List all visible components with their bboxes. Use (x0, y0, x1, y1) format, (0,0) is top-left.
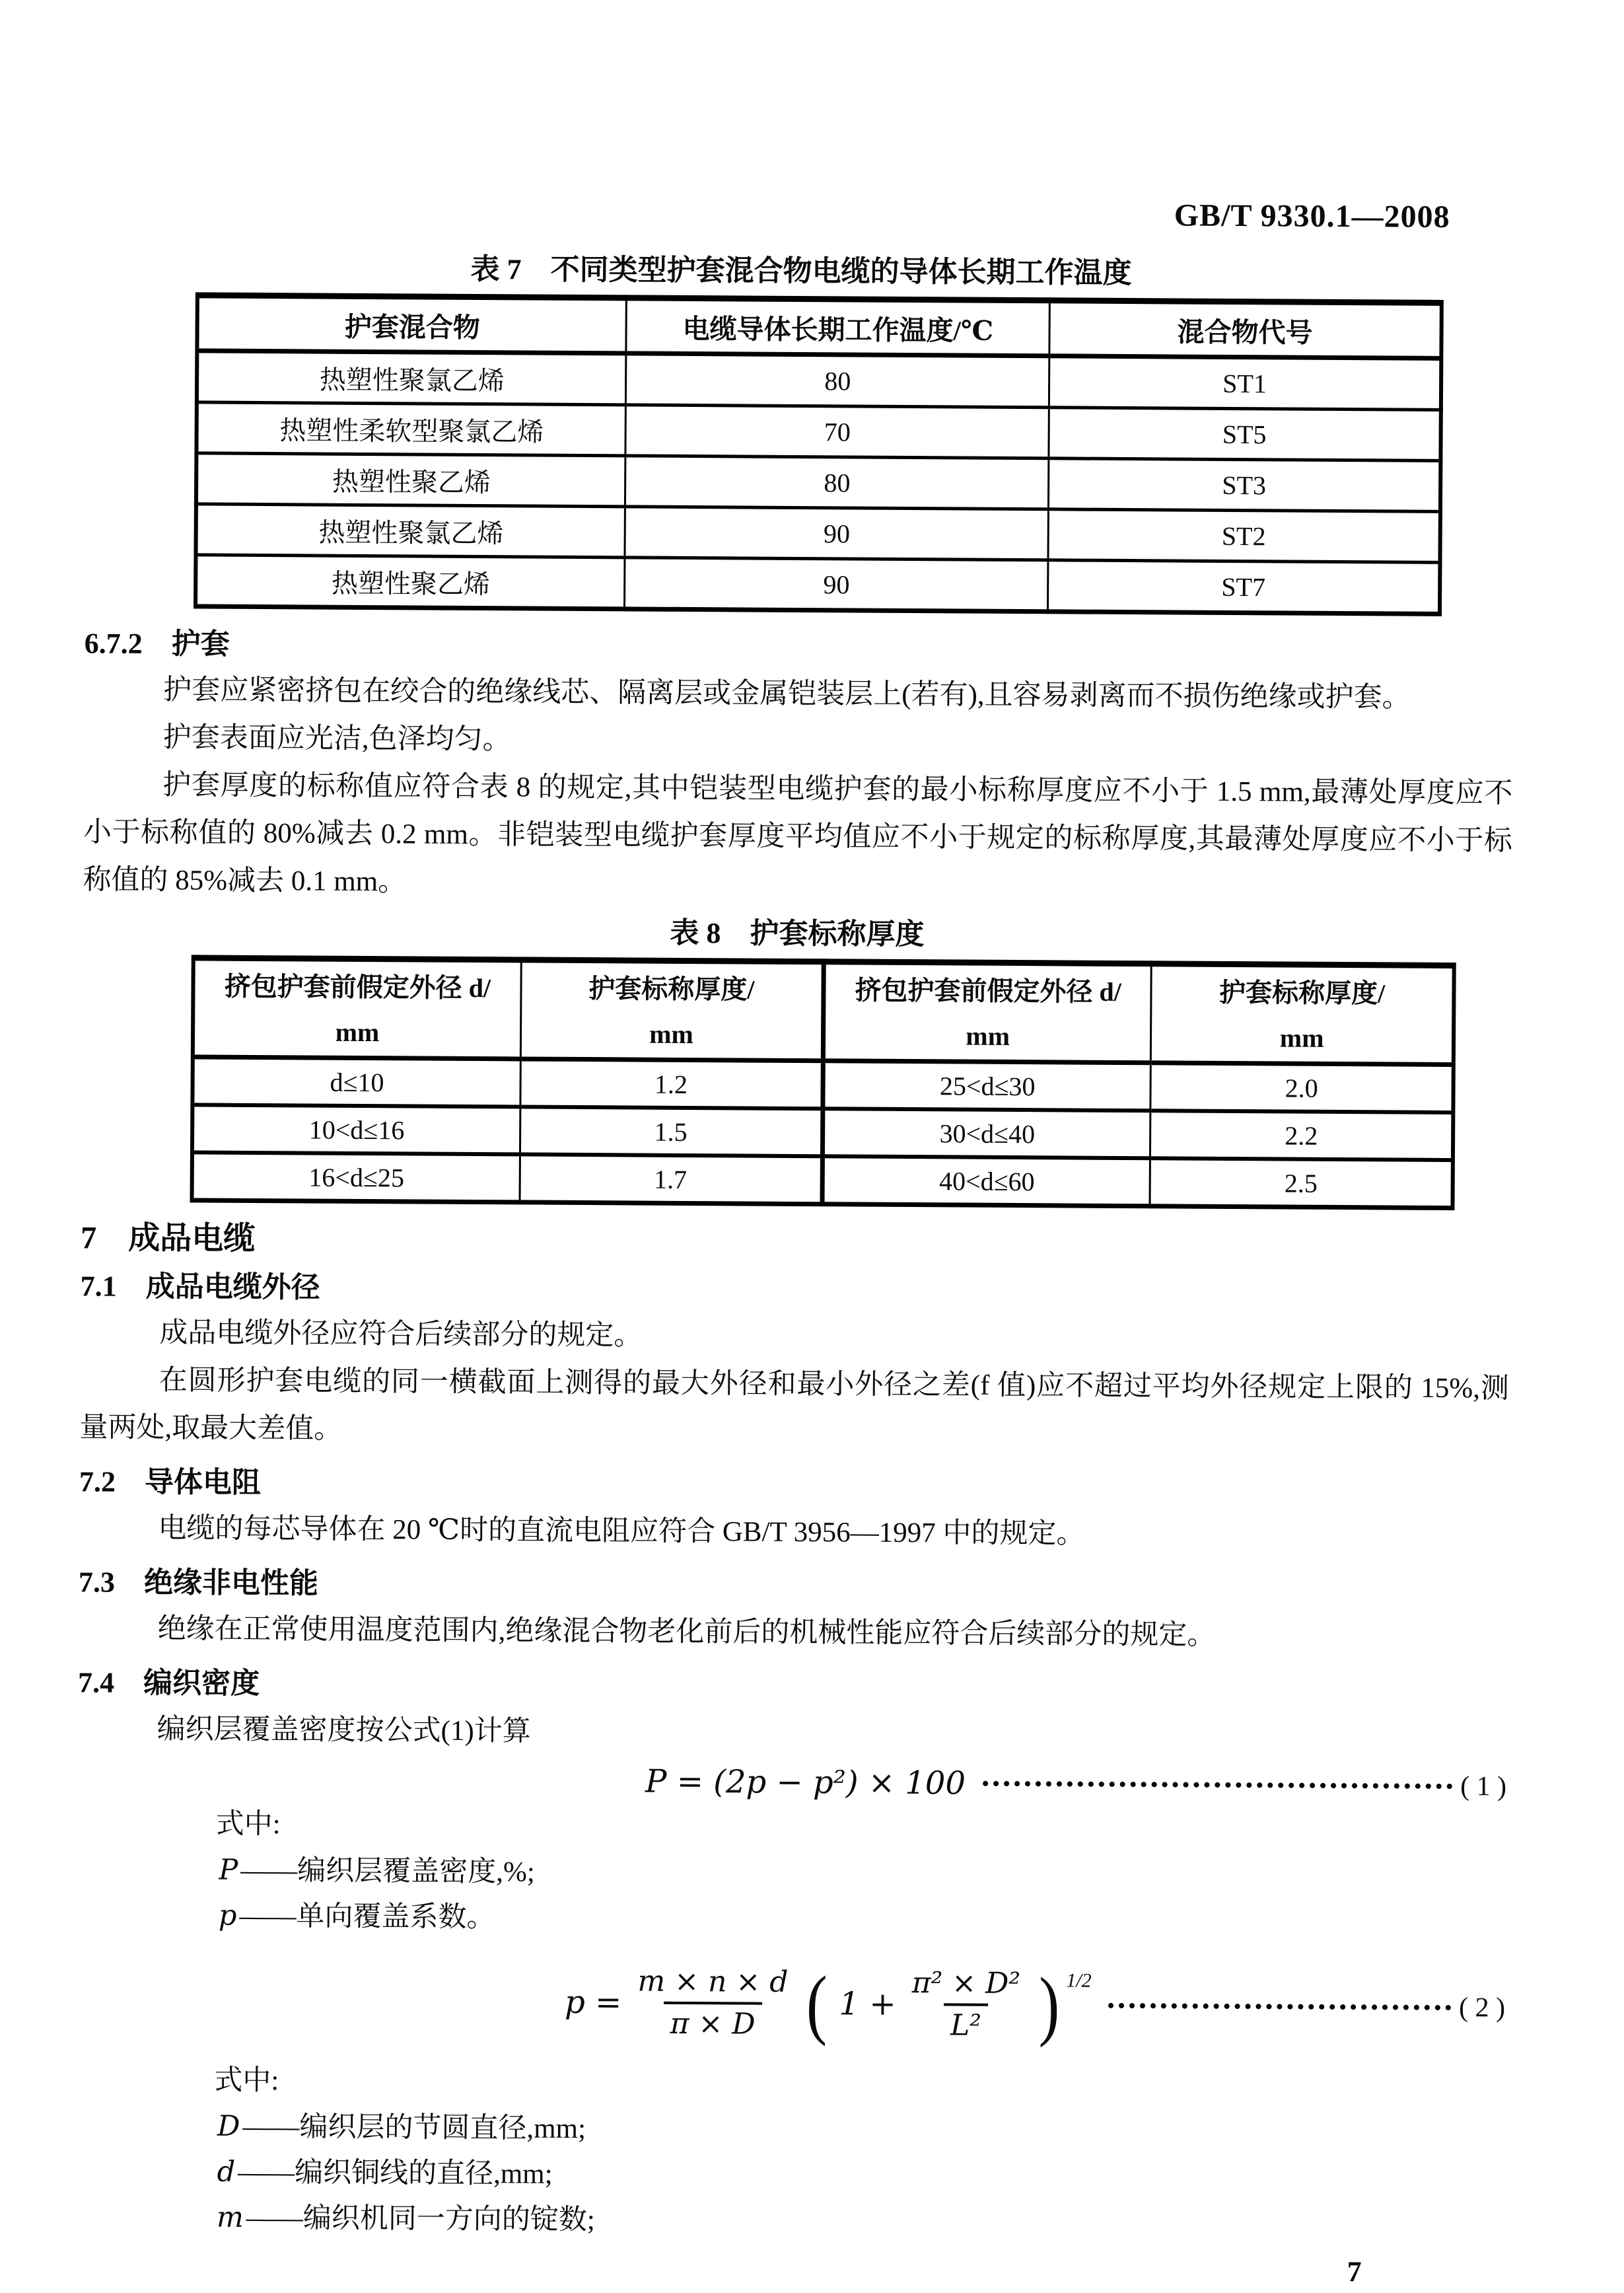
dotted-leader (1108, 2003, 1451, 2010)
table8-header-line1: 挤包护套前假定外径 d/ (855, 975, 1121, 1007)
table8-cell: 2.2 (1150, 1110, 1454, 1160)
table7-row (197, 351, 1441, 410)
table7-cell: 热塑性聚乙烯 (195, 555, 625, 609)
fraction-numerator: π² × D² (911, 1966, 1021, 2001)
table8-cell: 16<d≤25 (192, 1152, 520, 1202)
fraction-denominator: π × D (663, 2002, 761, 2041)
table8-header-unit: mm (1279, 1023, 1324, 1053)
where-label: 式中: (214, 2064, 279, 2097)
section-7-1-heading: 7.1 成品电缆外径 (80, 1270, 320, 1304)
table7-cell: 80 (625, 456, 1049, 509)
section-7-3-heading: 7.3 绝缘非电性能 (78, 1566, 319, 1600)
table8-header-line1: 护套标称厚度/ (1218, 977, 1386, 1009)
formula-1 (77, 1757, 1506, 1807)
fraction (905, 1967, 1027, 2042)
scanned-content (75, 192, 1516, 2288)
table7-title: 表 7 不同类型护套混合物电缆的导体长期工作温度 (470, 252, 1132, 290)
table8-cell: d≤10 (192, 1057, 520, 1107)
formula-spacer (76, 1999, 565, 2002)
section-7-4-paragraph: 编织层覆盖密度按公式(1)计算 (157, 1714, 531, 1747)
formula-2 (76, 1943, 1506, 2064)
table8-cell: 1.7 (520, 1154, 823, 1204)
definition-text: ——编织机同一方向的锭数; (246, 2202, 595, 2236)
table8-cell: 1.2 (520, 1059, 824, 1109)
table8-title: 表 8 护套标称厚度 (670, 916, 925, 951)
section-7-2-paragraph: 电缆的每芯导体在 20 ℃时的直流电阻应符合 GB/T 3956—1997 中的规定。 (158, 1513, 1085, 1550)
table8-header-line1: 挤包护套前假定外径 d/ (224, 971, 491, 1003)
definition-symbol: m (216, 2201, 244, 2234)
table8-header-unit: mm (335, 1017, 380, 1048)
close-paren: ) (1038, 1961, 1060, 2049)
table8 (190, 955, 1456, 1210)
table7-row (196, 402, 1440, 461)
table8-header-row (193, 958, 1454, 1065)
table8-header-line1: 护套标称厚度/ (588, 974, 755, 1005)
table7-cell: 90 (625, 558, 1048, 612)
table7-header-cell: 护套混合物 (197, 295, 626, 353)
table7-cell: 70 (625, 405, 1049, 458)
formula-2-lhs: p = (564, 1983, 622, 2021)
section-6-7-2-paragraph: 护套厚度的标称值应符合表 8 的规定,其中铠装型电缆护套的最小标称厚度应不小于 1.5 mm,最薄处厚度应不小于标称值的 80%减去 0.2 mm。非铠装型电缆护套厚度平均值应不小于规定的标称厚度,其最薄处厚度应不小于标称值的 85%减去 0.1 mm。 (83, 770, 1513, 898)
definition-symbol: D (217, 2109, 240, 2143)
section-6-7-2-paragraph: 护套表面应光洁,色泽均匀。 (162, 722, 511, 756)
table7-row (195, 555, 1440, 614)
section-6-7-2-heading: 6.7.2 护套 (84, 627, 230, 661)
table7-cell: ST5 (1049, 408, 1441, 461)
table7-cell: 热塑性聚乙烯 (196, 453, 625, 507)
equation-number: ( 2 ) (1458, 1992, 1506, 2023)
fraction (631, 1965, 795, 2041)
table7-cell: ST1 (1049, 356, 1441, 410)
section-7-1-paragraph: 在圆形护套电缆的同一横截面上测得的最大外径和最小外径之差(f 值)应不超过平均外径规定上限的 15%,测量两处,取最大差值。 (79, 1365, 1509, 1445)
table7-cell: 90 (625, 507, 1048, 560)
standard-number-header: GB/T 9330.1—2008 (1174, 198, 1450, 235)
section-6-7-2-paragraph: 护套应紧密挤包在绞合的绝缘线芯、隔离层或金属铠装层上(若有),且容易剥离而不损伤绝缘或护套。 (163, 674, 1411, 713)
fraction-denominator: L² (944, 2003, 988, 2041)
definition-text: ——编织铜线的直径,mm; (237, 2156, 553, 2190)
table7-header-cell: 电缆导体长期工作温度/℃ (626, 298, 1049, 356)
section-7-4-heading: 7.4 编织密度 (77, 1666, 260, 1700)
definition-text: ——编织层的节圆直径,mm; (242, 2111, 586, 2145)
table8-cell: 30<d≤40 (822, 1109, 1150, 1158)
definition-item (77, 1846, 1506, 1901)
table8-header-unit: mm (649, 1019, 693, 1050)
formula-2-expression (564, 1959, 1092, 2049)
table7-cell: ST7 (1048, 560, 1440, 614)
table7-row (195, 504, 1440, 563)
table8-cell: 2.0 (1150, 1063, 1454, 1112)
table7 (194, 292, 1444, 616)
table8-cell: 10<d≤16 (192, 1105, 520, 1154)
open-paren: ( (806, 1959, 828, 2047)
table7-header-row (197, 295, 1441, 359)
section-7-1-paragraph: 成品电缆外径应符合后续部分的规定。 (159, 1317, 643, 1352)
table7-header-cell: 混合物代号 (1049, 301, 1442, 359)
table7-cell: ST3 (1048, 458, 1440, 512)
table8-cell: 40<d≤60 (822, 1156, 1150, 1206)
exponent: 1/2 (1066, 1969, 1092, 1992)
definition-text: ——编织层覆盖密度,%; (240, 1854, 535, 1888)
definition-symbol: d (217, 2155, 236, 2189)
dotted-leader (983, 1781, 1452, 1789)
page-number: 7 (1347, 2255, 1362, 2288)
equation-number: ( 1 ) (1460, 1771, 1507, 1802)
definition-item (75, 2148, 1504, 2202)
section-7-heading: 7 成品电缆 (81, 1220, 256, 1256)
table8-cell: 1.5 (520, 1107, 823, 1156)
definition-symbol: p (218, 1899, 237, 1932)
table8-header-cell (1151, 964, 1454, 1065)
fraction-numerator: m × n × d (637, 1964, 789, 1999)
table8-header-cell (520, 960, 824, 1061)
table7-cell: 热塑性聚氯乙烯 (195, 504, 625, 558)
table8-header-unit: mm (966, 1021, 1010, 1051)
section-7-2-heading: 7.2 导体电阻 (79, 1465, 262, 1500)
where-label: 式中: (215, 1808, 281, 1840)
table7-cell: 80 (626, 353, 1049, 408)
definition-text: ——单向覆盖系数。 (239, 1900, 495, 1934)
definition-item (75, 2103, 1504, 2157)
table8-header-cell (193, 958, 521, 1059)
formula-1-text: P = (2p − p²) × 100 (645, 1763, 966, 1802)
table8-cell: 2.5 (1150, 1158, 1453, 1208)
formula-2-inner: 1 + (839, 1985, 896, 2023)
table8-row (192, 1105, 1453, 1160)
definition-item (77, 1892, 1506, 1946)
table8-row (192, 1057, 1453, 1112)
table7-cell: 热塑性柔软型聚氯乙烯 (196, 402, 625, 456)
table7-cell: 热塑性聚氯乙烯 (197, 351, 626, 405)
table7-row (196, 453, 1440, 512)
table8-row (192, 1152, 1453, 1208)
formula-1-expression (645, 1763, 966, 1802)
section-7-3-paragraph: 绝缘在正常使用温度范围内,绝缘混合物老化前后的机械性能应符合后续部分的规定。 (157, 1613, 1216, 1651)
table7-cell: ST2 (1048, 509, 1440, 563)
table8-header-cell (823, 962, 1151, 1063)
formula-spacer (77, 1778, 645, 1781)
table8-cell: 25<d≤30 (823, 1061, 1151, 1111)
definition-item (75, 2194, 1504, 2248)
definition-symbol: P (219, 1853, 238, 1887)
